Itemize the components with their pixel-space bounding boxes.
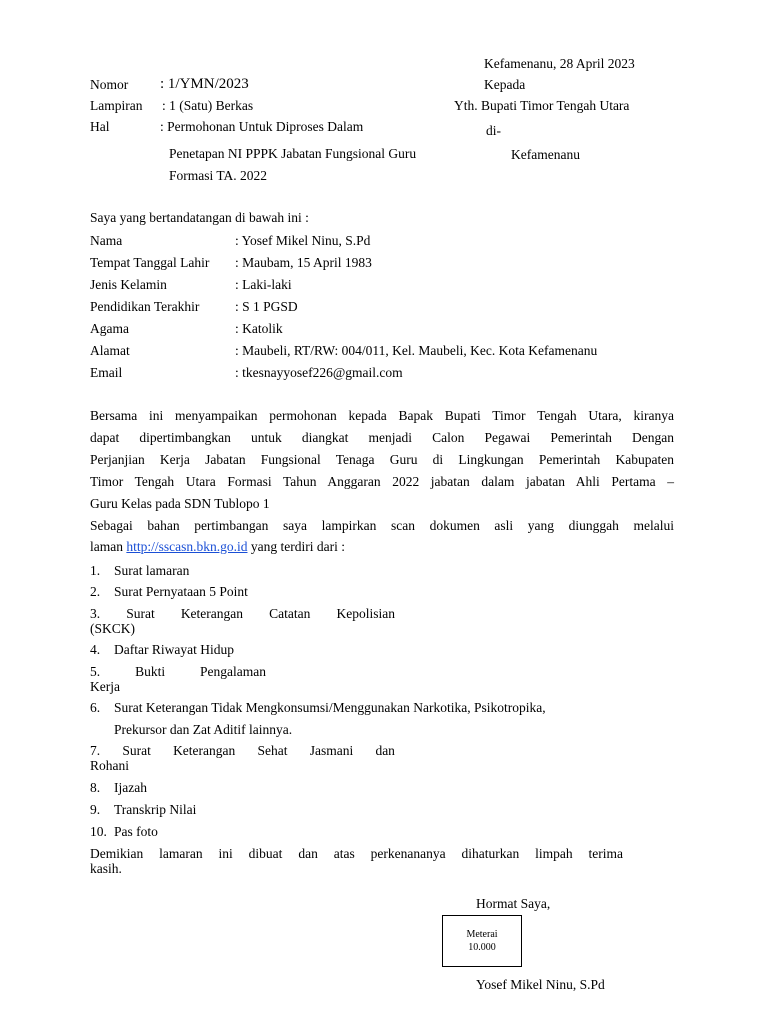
list-item-continuation: Rohani [90, 758, 129, 773]
identity-value: : tkesnayyosef226@gmail.com [235, 365, 403, 380]
hal-label: Hal [90, 119, 110, 134]
lampiran-value: : 1 (Satu) Berkas [162, 98, 254, 113]
list-item: 10. Pas foto [90, 824, 158, 839]
list-item: 1. Surat lamaran [90, 563, 190, 578]
recipient-yth: Yth. Bupati Timor Tengah Utara [454, 98, 630, 113]
body-paragraph-line: Bersama ini menyampaikan permohonan kepada Bapak Bupati Timor Tengah Utara, kiranya [90, 408, 674, 423]
stamp-value: 10.000 [468, 942, 496, 953]
identity-label: Pendidikan Terakhir [90, 299, 200, 314]
list-item: 5. Bukti Pengalaman [90, 664, 266, 679]
identity-value: : Maubeli, RT/RW: 004/011, Kel. Maubeli, Kec. Kota Kefamenanu [235, 343, 598, 358]
nomor-value: : 1/YMN/2023 [160, 76, 249, 92]
nomor-label: Nomor [90, 77, 129, 92]
recipient-city: Kefamenanu [511, 147, 580, 162]
identity-value: : S 1 PGSD [235, 299, 298, 314]
terdiri-text: yang terdiri dari : [250, 539, 345, 554]
list-item-continuation: (SKCK) [90, 621, 136, 636]
laman-text: laman [90, 539, 123, 554]
recipient-kepada: Kepada [484, 77, 526, 92]
body-paragraph-line: Perjanjian Kerja Jabatan Fungsional Tenaga Guru di Lingkungan Pemerintah Kabupaten [90, 452, 674, 467]
hal-value-3: Formasi TA. 2022 [169, 168, 268, 183]
list-item: 7. Surat Keterangan Sehat Jasmani dan [90, 743, 395, 758]
body-paragraph-line: Guru Kelas pada SDN Tublopo 1 [90, 496, 270, 511]
list-item: 9. Transkrip Nilai [90, 802, 197, 817]
intro-text: Saya yang bertandatangan di bawah ini : [90, 210, 309, 225]
body-paragraph-line: Sebagai bahan pertimbangan saya lampirkan scan dokumen asli yang diunggah melalui [90, 518, 674, 533]
place-date: Kefamenanu, 28 April 2023 [484, 56, 635, 71]
identity-label: Email [90, 365, 123, 380]
lampiran-label: Lampiran [90, 98, 143, 113]
closing-line: Demikian lamaran ini dibuat dan atas perkenananya dihaturkan limpah terima [90, 846, 623, 861]
identity-label: Jenis Kelamin [90, 277, 167, 292]
hal-value-2: Penetapan NI PPPK Jabatan Fungsional Guru [169, 146, 417, 161]
signature-greeting: Hormat Saya, [476, 896, 551, 911]
list-item-continuation: Kerja [90, 679, 120, 694]
sscasn-link[interactable]: http://sscasn.bkn.go.id [126, 539, 248, 554]
signature-name: Yosef Mikel Ninu, S.Pd [476, 977, 605, 992]
list-item: 4. Daftar Riwayat Hidup [90, 642, 234, 657]
identity-label: Agama [90, 321, 129, 336]
identity-value: : Laki-laki [235, 277, 292, 292]
identity-label: Tempat Tanggal Lahir [90, 255, 210, 270]
closing-line: kasih. [90, 861, 122, 876]
stamp-label: Meterai [466, 929, 498, 940]
body-paragraph-line [90, 539, 345, 555]
list-item: 3. Surat Keterangan Catatan Kepolisian [90, 606, 395, 621]
list-item-continuation: Prekursor dan Zat Aditif lainnya. [114, 722, 293, 737]
body-paragraph-line: dapat dipertimbangkan untuk diangkat menjadi Calon Pegawai Pemerintah Dengan [90, 430, 674, 445]
meterai-stamp-box [442, 915, 522, 967]
hal-value-1: : Permohonan Untuk Diproses Dalam [160, 119, 364, 134]
list-item: 2. Surat Pernyataan 5 Point [90, 584, 248, 599]
list-item: 6. Surat Keterangan Tidak Mengkonsumsi/Menggunakan Narkotika, Psikotropika, [90, 700, 546, 715]
list-item: 8. Ijazah [90, 780, 147, 795]
identity-value: : Katolik [235, 321, 283, 336]
identity-value: : Yosef Mikel Ninu, S.Pd [235, 233, 371, 248]
body-paragraph-line: Timor Tengah Utara Formasi Tahun Anggaran 2022 jabatan dalam jabatan Ahli Pertama – [90, 474, 674, 489]
identity-label: Nama [90, 233, 123, 248]
recipient-di: di- [486, 123, 501, 138]
identity-value: : Maubam, 15 April 1983 [235, 255, 372, 270]
identity-label: Alamat [90, 343, 130, 358]
